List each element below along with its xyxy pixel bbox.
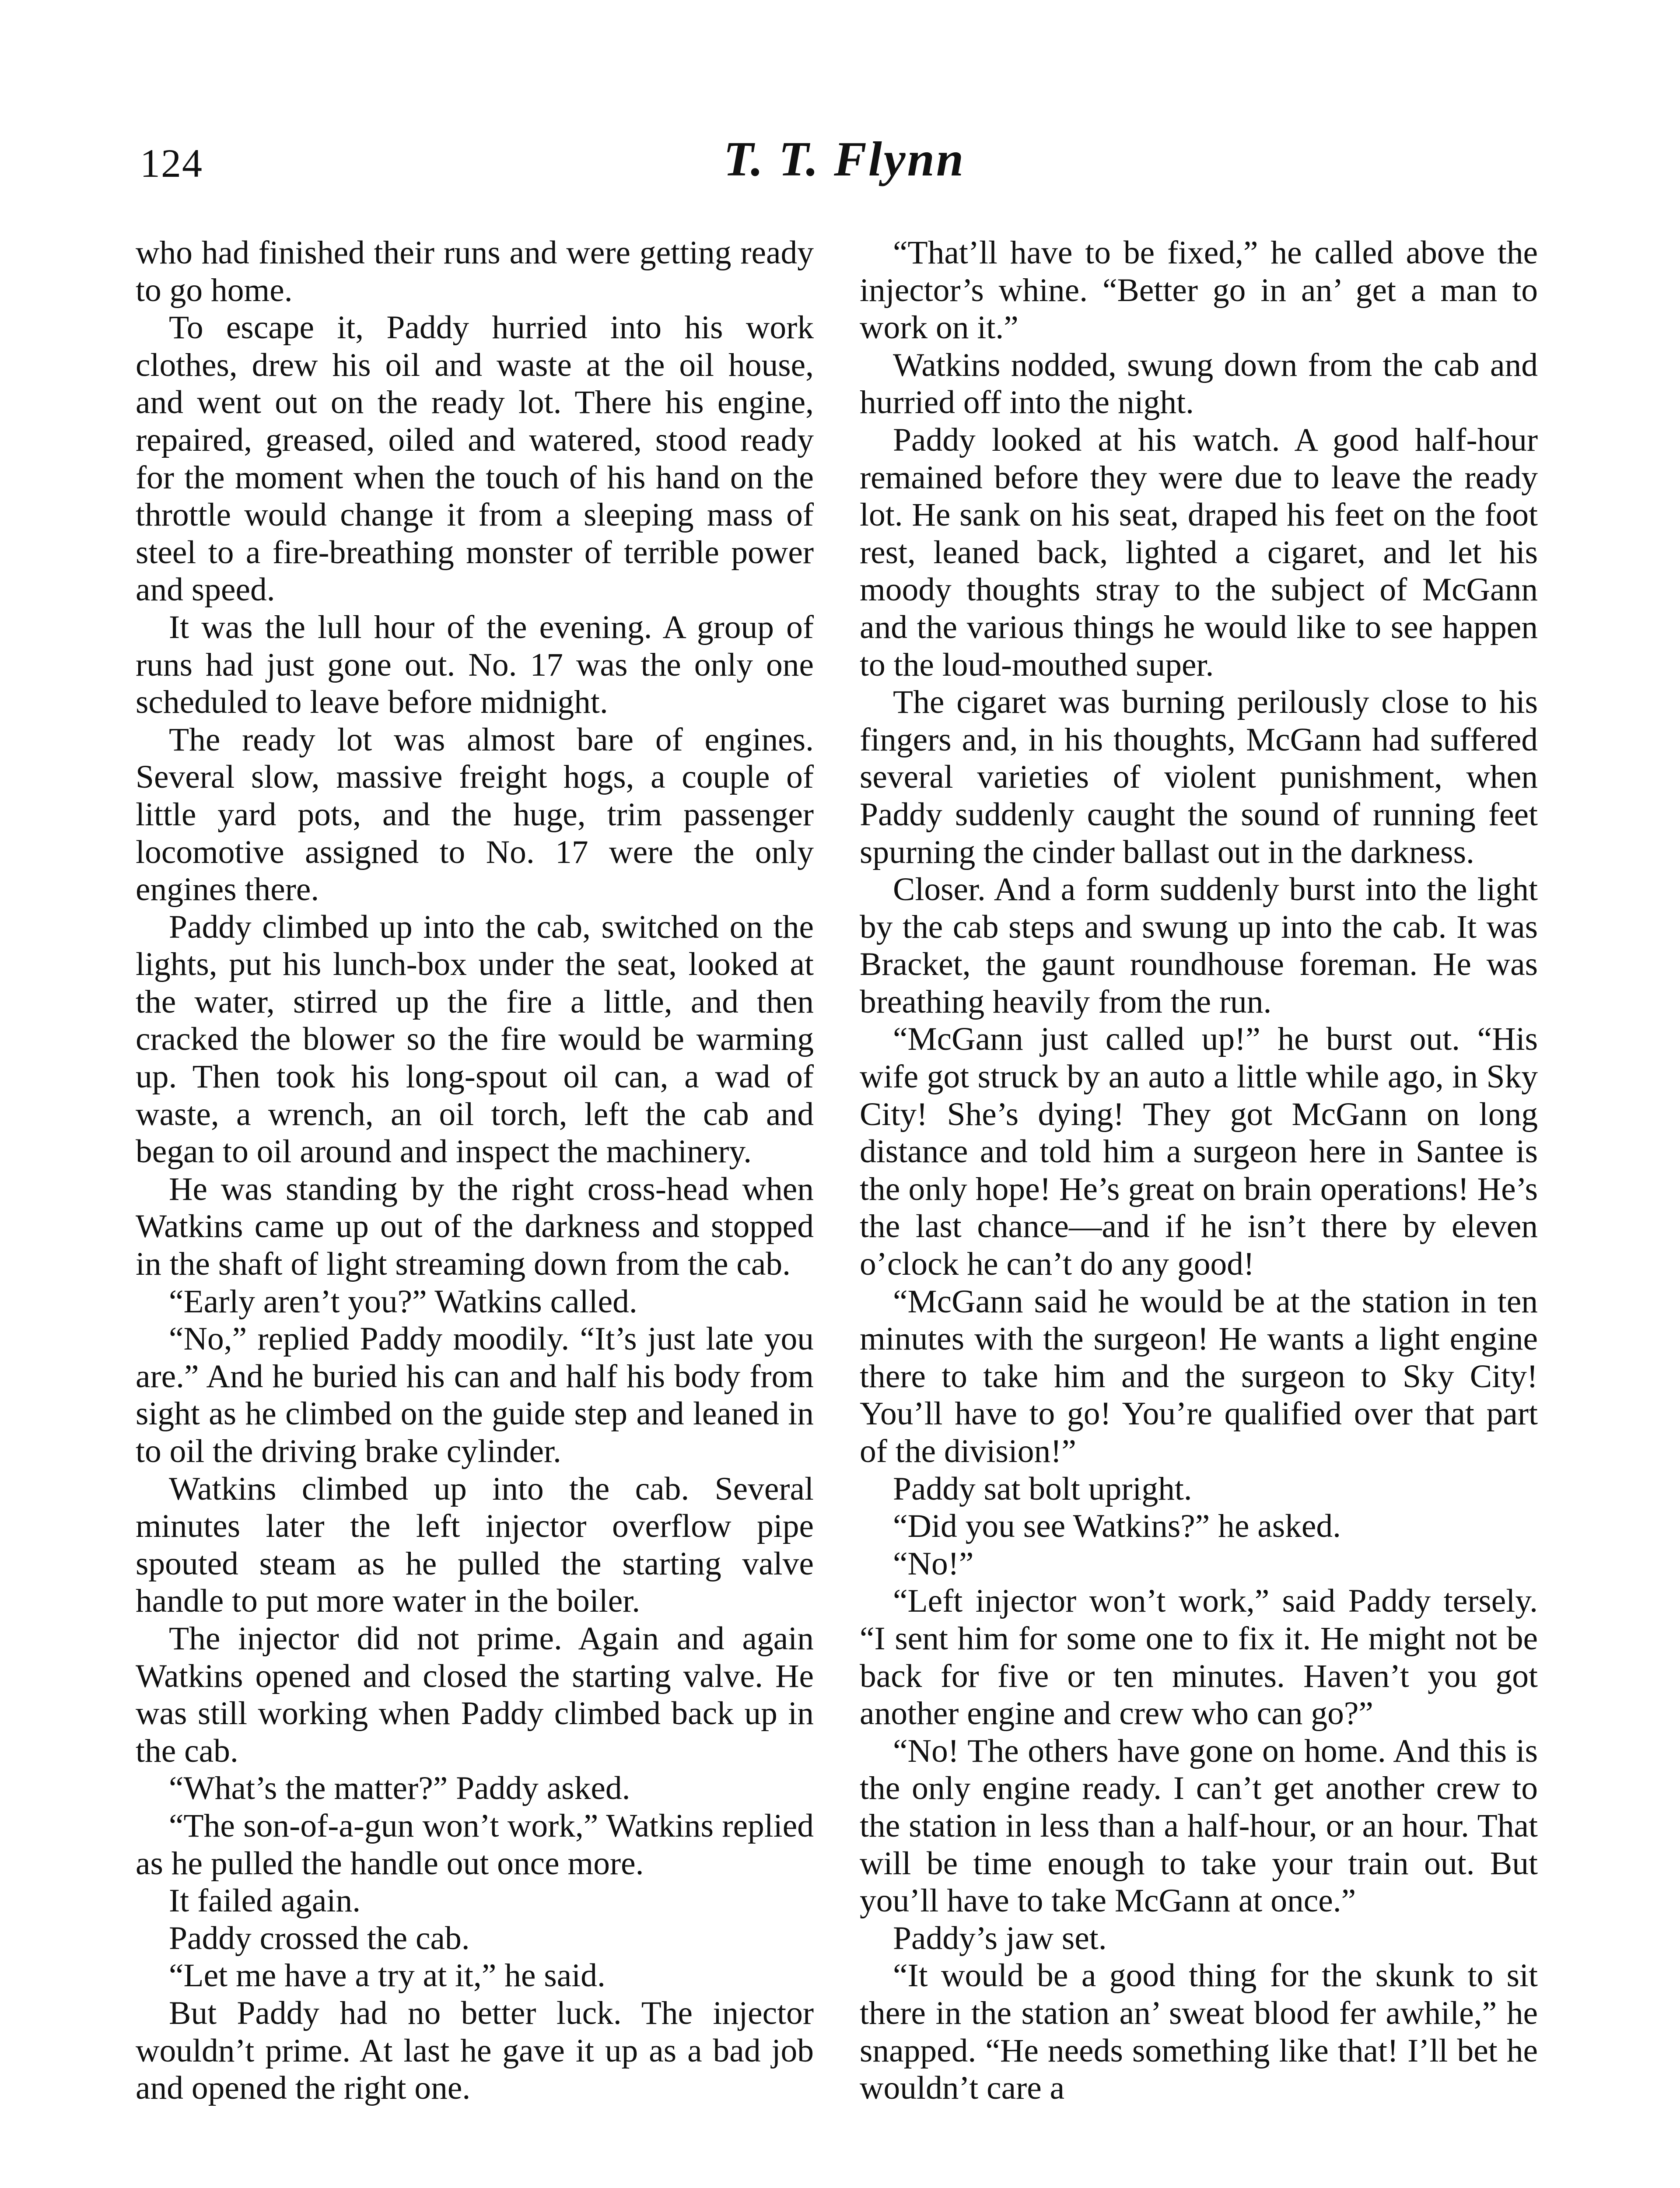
paragraph: “McGann just called up!” he burst out. “His wife got struck by an auto a little while ago, in Sky City! She’s dying! They got McGann on long distance and told him a surgeon here in Santee is the only hope! He’s great on brain operations! He’s the last chance—and if he isn’t there by eleven o’clock he can’t do any good! [860, 1021, 1538, 1283]
paragraph: “McGann said he would be at the station in ten minutes with the surgeon! He wants a light engine there to take him and the surgeon to Sky City! You’ll have to go! You’re qualified over that part of the division!” [860, 1283, 1538, 1469]
paragraph: The ready lot was almost bare of engines. Several slow, massive freight hogs, a couple of little yard pots, and the huge, trim passenger locomotive assigned to No. 17 were the only engines there. [136, 721, 814, 908]
paragraph: It was the lull hour of the evening. A group of runs had just gone out. No. 17 was the only one scheduled to leave before midnight. [136, 609, 814, 721]
paragraph: “No,” replied Paddy moodily. “It’s just late you are.” And he buried his can and half his body from sight as he climbed on the guide step and leaned in to oil the driving brake cylinder. [136, 1321, 814, 1469]
paragraph: To escape it, Paddy hurried into his work clothes, drew his oil and waste at the oil house, and went out on the ready lot. There his engine, repaired, greased, oiled and watered, stood ready for the moment when the touch of his hand on the throttle would change it from a sleeping mass of steel to a fire-breathing monster of terrible power and speed. [136, 309, 814, 608]
paragraph: “What’s the matter?” Paddy asked. [169, 1770, 630, 1807]
running-head: T. T. Flynn [723, 132, 966, 186]
paragraph: The cigaret was burning perilously close to his fingers and, in his thoughts, McGann had suffered several varieties of violent punishment, when Paddy suddenly caught the sound of running feet spurning the cinder ballast out in the darkness. [860, 684, 1538, 870]
paragraph: Paddy climbed up into the cab, switched on the lights, put his lunch-box under the seat, looked at the water, stirred up the fire a little, and then cracked the blower so the fire would be warming up. Then took his long-spout oil can, a wad of waste, a wrench, an oil torch, left the cab and began to oil around and inspect the machinery. [136, 908, 814, 1170]
paragraph: “It would be a good thing for the skunk to sit there in the station an’ sweat blood fer awhile,” he snapped. “He needs something like that! I’ll bet he wouldn’t care a [860, 1957, 1538, 2107]
paragraph: Watkins nodded, swung down from the cab and hurried off into the night. [860, 347, 1538, 421]
paragraph: “That’ll have to be fixed,” he called above the injector’s whine. “Better go in an’ get a man to work on it.” [860, 235, 1538, 346]
page-number: 124 [140, 141, 203, 186]
paragraph: “Early aren’t you?” Watkins called. [169, 1283, 637, 1320]
paragraph: Watkins climbed up into the cab. Several minutes later the left injector overflow pipe spouted steam as he pulled the starting valve handle to put more water in the boiler. [136, 1470, 814, 1620]
paragraph: Paddy’s jaw set. [893, 1920, 1107, 1957]
paragraph: “Did you see Watkins?” he asked. [893, 1508, 1341, 1545]
paragraph: Paddy looked at his watch. A good half-hour remained before they were due to leave the ready lot. He sank on his seat, draped his feet on the foot rest, leaned back, lighted a cigaret, and let his moody thoughts stray to the subject of McGann and the various things he would like to see happen to the loud-mouthed super. [860, 421, 1538, 683]
paragraph: He was standing by the right cross-head when Watkins came up out of the darkness and stopped in the shaft of light streaming down from the cab. [136, 1171, 814, 1283]
paragraph: “No! The others have gone on home. And this is the only engine ready. I can’t get another crew to the station in less than a half-hour, or an hour. That will be time enough to take your train out. But you’ll have to take McGann at once.” [860, 1732, 1538, 1919]
paragraph: “Let me have a try at it,” he said. [169, 1957, 606, 1994]
left-column [136, 234, 814, 2107]
right-column [860, 234, 1538, 2107]
paragraph: “The son-of-a-gun won’t work,” Watkins replied as he pulled the handle out once more. [136, 1807, 814, 1882]
paragraph: Paddy crossed the cab. [169, 1920, 470, 1957]
paragraph: But Paddy had no better luck. The injector wouldn’t prime. At last he gave it up as a bad job and opened the right one. [136, 1995, 814, 2107]
paragraph: It failed again. [169, 1883, 361, 1919]
paragraph: “Left injector won’t work,” said Paddy tersely. “I sent him for some one to fix it. He might not be back for five or ten minutes. Haven’t you got another engine and crew who can go?” [860, 1583, 1538, 1732]
paragraph: The injector did not prime. Again and again Watkins opened and closed the starting valve. He was still working when Paddy climbed back up in the cab. [136, 1620, 814, 1769]
page-header [140, 131, 1549, 214]
paragraph: Paddy sat bolt upright. [893, 1470, 1192, 1507]
paragraph: who had finished their runs and were getting ready to go home. [136, 235, 814, 309]
paragraph: “No!” [893, 1545, 974, 1582]
paragraph: Closer. And a form suddenly burst into the light by the cab steps and swung up into the cab. It was Bracket, the gaunt roundhouse foreman. He was breathing heavily from the run. [860, 871, 1538, 1020]
